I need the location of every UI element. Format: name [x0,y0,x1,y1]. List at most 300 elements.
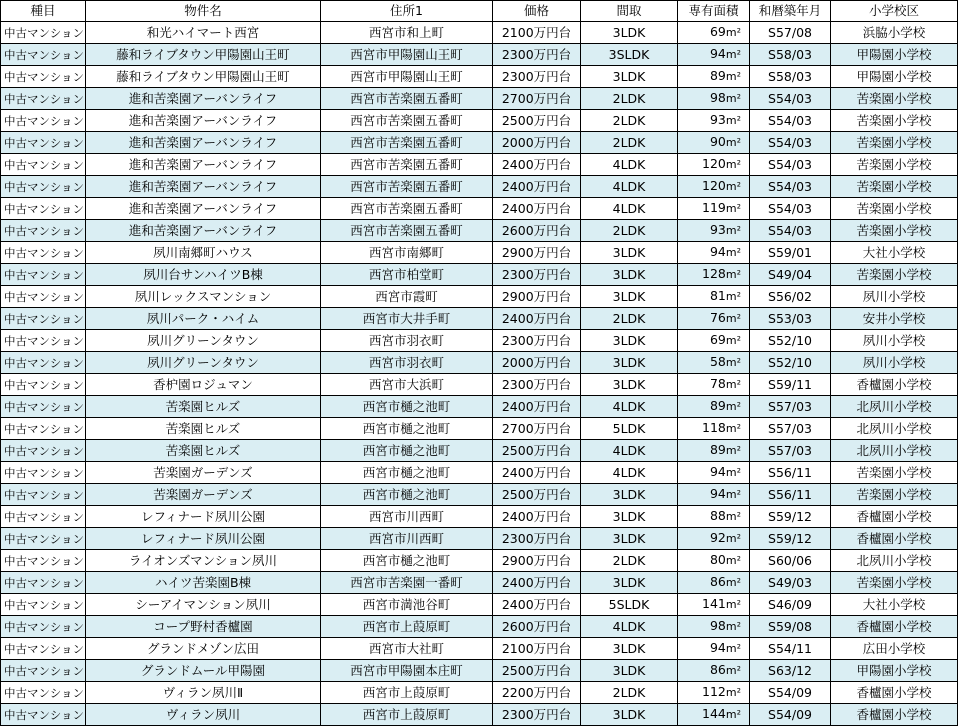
area-value: 94 [709,244,726,259]
cell-type: 中古マンション [1,440,86,462]
cell-area [678,550,750,572]
table-row [1,572,958,594]
table-body [1,22,958,726]
cell-layout: 3LDK [581,660,678,682]
cell-school: 甲陽園小学校 [831,66,958,88]
cell-built: S52/10 [750,330,831,352]
cell-layout: 3LDK [581,638,678,660]
cell-price: 2500万円台 [493,660,581,682]
cell-school: 香櫨園小学校 [831,682,958,704]
cell-price: 2900万円台 [493,286,581,308]
area-unit: m² [725,334,741,347]
cell-school: 安井小学校 [831,308,958,330]
cell-type: 中古マンション [1,132,86,154]
cell-name: 進和苦楽園アーバンライフ [86,110,321,132]
cell-name: 夙川台サンハイツB棟 [86,264,321,286]
area-unit: m² [725,290,741,303]
cell-school: 香櫨園小学校 [831,506,958,528]
cell-price: 2700万円台 [493,88,581,110]
cell-address: 西宮市樋之池町 [321,440,493,462]
table-row [1,396,958,418]
area-value: 93 [709,112,726,127]
cell-layout: 4LDK [581,154,678,176]
cell-type: 中古マンション [1,242,86,264]
cell-address: 西宮市樋之池町 [321,550,493,572]
cell-type: 中古マンション [1,660,86,682]
table-row [1,462,958,484]
table-row [1,198,958,220]
cell-address: 西宮市苦楽園五番町 [321,132,493,154]
table-row [1,352,958,374]
cell-area [678,616,750,638]
table-row [1,132,958,154]
cell-area [678,396,750,418]
table-row [1,88,958,110]
header-school: 小学校区 [831,1,958,22]
cell-layout: 3LDK [581,572,678,594]
cell-layout: 3LDK [581,352,678,374]
cell-name: ライオンズマンション夙川 [86,550,321,572]
cell-area [678,308,750,330]
cell-address: 西宮市樋之池町 [321,396,493,418]
cell-address: 西宮市上葭原町 [321,704,493,726]
cell-name: 夙川南郷町ハウス [86,242,321,264]
cell-built: S54/09 [750,682,831,704]
area-value: 93 [709,222,726,237]
cell-address: 西宮市柏堂町 [321,264,493,286]
cell-type: 中古マンション [1,110,86,132]
cell-address: 西宮市苦楽園五番町 [321,154,493,176]
table-row [1,506,958,528]
area-value: 112 [702,684,726,699]
cell-type: 中古マンション [1,638,86,660]
cell-type: 中古マンション [1,528,86,550]
cell-built: S60/06 [750,550,831,572]
cell-name: ヴィラン夙川Ⅱ [86,682,321,704]
cell-area [678,352,750,374]
table-row [1,616,958,638]
cell-area [678,220,750,242]
cell-price: 2700万円台 [493,418,581,440]
cell-address: 西宮市大浜町 [321,374,493,396]
cell-address: 西宮市満池谷町 [321,594,493,616]
cell-price: 2100万円台 [493,638,581,660]
table-row [1,176,958,198]
cell-name: グランドムール甲陽園 [86,660,321,682]
cell-layout: 4LDK [581,396,678,418]
cell-type: 中古マンション [1,572,86,594]
cell-school: 苦楽園小学校 [831,264,958,286]
area-value: 69 [709,24,726,39]
cell-type: 中古マンション [1,198,86,220]
cell-built: S57/03 [750,418,831,440]
cell-built: S54/03 [750,154,831,176]
cell-school: 夙川小学校 [831,286,958,308]
area-value: 144 [702,706,726,721]
table-row [1,594,958,616]
cell-name: シーアイマンション夙川 [86,594,321,616]
cell-price: 2300万円台 [493,44,581,66]
area-value: 94 [709,640,726,655]
header-type: 種目 [1,1,86,22]
cell-address: 西宮市苦楽園五番町 [321,88,493,110]
cell-name: 藤和ライブタウン甲陽園山王町 [86,66,321,88]
cell-built: S59/01 [750,242,831,264]
cell-built: S56/11 [750,462,831,484]
cell-area [678,440,750,462]
cell-built: S53/03 [750,308,831,330]
cell-area [678,462,750,484]
area-unit: m² [725,180,741,193]
cell-price: 2000万円台 [493,132,581,154]
area-unit: m² [725,356,741,369]
area-value: 120 [702,156,726,171]
area-unit: m² [725,312,741,325]
area-unit: m² [725,136,741,149]
cell-built: S57/03 [750,396,831,418]
area-value: 76 [709,310,726,325]
cell-area [678,132,750,154]
area-unit: m² [725,708,741,721]
cell-layout: 2LDK [581,132,678,154]
cell-name: 苦楽園ヒルズ [86,396,321,418]
cell-name: レフィナード夙川公園 [86,528,321,550]
cell-area [678,506,750,528]
area-unit: m² [725,576,741,589]
cell-type: 中古マンション [1,286,86,308]
area-value: 118 [702,420,726,435]
cell-type: 中古マンション [1,594,86,616]
cell-school: 北夙川小学校 [831,440,958,462]
cell-price: 2400万円台 [493,154,581,176]
cell-built: S46/09 [750,594,831,616]
area-value: 141 [702,596,726,611]
cell-built: S52/10 [750,352,831,374]
cell-price: 2400万円台 [493,396,581,418]
area-unit: m² [725,466,741,479]
area-value: 89 [709,398,726,413]
area-unit: m² [725,268,741,281]
area-unit: m² [725,202,741,215]
cell-layout: 4LDK [581,440,678,462]
cell-layout: 3LDK [581,374,678,396]
cell-address: 西宮市苦楽園一番町 [321,572,493,594]
cell-type: 中古マンション [1,550,86,572]
area-unit: m² [725,598,741,611]
table-row [1,66,958,88]
area-value: 80 [709,552,726,567]
cell-address: 西宮市甲陽園本庄町 [321,660,493,682]
cell-school: 香櫨園小学校 [831,704,958,726]
cell-school: 北夙川小学校 [831,550,958,572]
cell-school: 香櫨園小学校 [831,528,958,550]
area-unit: m² [725,488,741,501]
cell-built: S57/08 [750,22,831,44]
header-address: 住所1 [321,1,493,22]
area-value: 78 [709,376,726,391]
table-row [1,308,958,330]
area-unit: m² [725,444,741,457]
cell-price: 2500万円台 [493,110,581,132]
cell-area [678,418,750,440]
table-row [1,418,958,440]
cell-school: 苦楽園小学校 [831,110,958,132]
cell-address: 西宮市和上町 [321,22,493,44]
area-unit: m² [725,114,741,127]
cell-built: S49/03 [750,572,831,594]
cell-area [678,374,750,396]
cell-area [678,528,750,550]
cell-address: 西宮市苦楽園五番町 [321,110,493,132]
cell-name: 進和苦楽園アーバンライフ [86,176,321,198]
cell-address: 西宮市大井手町 [321,308,493,330]
cell-price: 2300万円台 [493,66,581,88]
cell-built: S54/11 [750,638,831,660]
cell-layout: 5SLDK [581,594,678,616]
cell-name: 苦楽園ヒルズ [86,440,321,462]
cell-type: 中古マンション [1,220,86,242]
cell-school: 甲陽園小学校 [831,44,958,66]
cell-built: S49/04 [750,264,831,286]
cell-school: 苦楽園小学校 [831,154,958,176]
cell-layout: 2LDK [581,550,678,572]
cell-address: 西宮市川西町 [321,506,493,528]
cell-layout: 3SLDK [581,44,678,66]
area-unit: m² [725,642,741,655]
cell-built: S63/12 [750,660,831,682]
cell-school: 苦楽園小学校 [831,484,958,506]
cell-price: 2300万円台 [493,528,581,550]
cell-school: 甲陽園小学校 [831,660,958,682]
cell-name: グランドメゾン広田 [86,638,321,660]
cell-name: ハイツ苦楽園B棟 [86,572,321,594]
cell-area [678,110,750,132]
cell-layout: 2LDK [581,110,678,132]
header-layout: 間取 [581,1,678,22]
cell-area [678,704,750,726]
cell-name: 藤和ライブタウン甲陽園山王町 [86,44,321,66]
cell-price: 2900万円台 [493,550,581,572]
cell-layout: 3LDK [581,22,678,44]
area-value: 119 [702,200,726,215]
cell-type: 中古マンション [1,66,86,88]
cell-built: S58/03 [750,66,831,88]
cell-layout: 4LDK [581,198,678,220]
cell-type: 中古マンション [1,616,86,638]
cell-area [678,682,750,704]
cell-name: レフィナード夙川公園 [86,506,321,528]
cell-area [678,154,750,176]
cell-address: 西宮市川西町 [321,528,493,550]
cell-type: 中古マンション [1,484,86,506]
table-row [1,550,958,572]
cell-school: 大社小学校 [831,242,958,264]
header-price: 価格 [493,1,581,22]
cell-school: 夙川小学校 [831,352,958,374]
cell-name: 苦楽園ガーデンズ [86,484,321,506]
cell-type: 中古マンション [1,308,86,330]
area-value: 92 [709,530,726,545]
cell-type: 中古マンション [1,418,86,440]
cell-price: 2400万円台 [493,198,581,220]
cell-name: 進和苦楽園アーバンライフ [86,198,321,220]
area-value: 58 [709,354,726,369]
cell-name: 進和苦楽園アーバンライフ [86,220,321,242]
cell-address: 西宮市上葭原町 [321,616,493,638]
cell-layout: 3LDK [581,264,678,286]
table-row [1,484,958,506]
cell-area [678,44,750,66]
cell-built: S57/03 [750,440,831,462]
cell-layout: 2LDK [581,308,678,330]
cell-layout: 3LDK [581,484,678,506]
cell-layout: 2LDK [581,88,678,110]
cell-school: 広田小学校 [831,638,958,660]
cell-type: 中古マンション [1,176,86,198]
area-value: 81 [709,288,726,303]
cell-price: 2400万円台 [493,572,581,594]
table-row [1,264,958,286]
cell-area [678,660,750,682]
cell-school: 北夙川小学校 [831,396,958,418]
cell-address: 西宮市大社町 [321,638,493,660]
cell-built: S54/03 [750,110,831,132]
cell-school: 苦楽園小学校 [831,132,958,154]
cell-school: 大社小学校 [831,594,958,616]
cell-built: S56/02 [750,286,831,308]
cell-price: 2300万円台 [493,330,581,352]
cell-address: 西宮市甲陽園山王町 [321,66,493,88]
cell-address: 西宮市苦楽園五番町 [321,220,493,242]
table-row [1,682,958,704]
table-row [1,110,958,132]
header-built: 和暦築年月 [750,1,831,22]
cell-built: S54/03 [750,88,831,110]
area-unit: m² [725,400,741,413]
cell-school: 香櫨園小学校 [831,374,958,396]
cell-layout: 4LDK [581,616,678,638]
cell-name: 夙川グリーンタウン [86,352,321,374]
cell-school: 苦楽園小学校 [831,198,958,220]
cell-layout: 3LDK [581,330,678,352]
cell-type: 中古マンション [1,264,86,286]
table-row [1,154,958,176]
area-value: 94 [709,486,726,501]
table-row [1,660,958,682]
table-row [1,220,958,242]
area-unit: m² [725,48,741,61]
cell-address: 西宮市南郷町 [321,242,493,264]
cell-built: S59/12 [750,506,831,528]
area-value: 90 [709,134,726,149]
cell-school: 苦楽園小学校 [831,572,958,594]
cell-type: 中古マンション [1,374,86,396]
cell-price: 2500万円台 [493,484,581,506]
cell-layout: 3LDK [581,528,678,550]
cell-price: 2200万円台 [493,682,581,704]
cell-price: 2400万円台 [493,176,581,198]
cell-layout: 2LDK [581,682,678,704]
table-row [1,286,958,308]
cell-school: 苦楽園小学校 [831,220,958,242]
area-value: 69 [709,332,726,347]
table-row [1,704,958,726]
cell-price: 2400万円台 [493,506,581,528]
area-value: 120 [702,178,726,193]
cell-name: 進和苦楽園アーバンライフ [86,88,321,110]
cell-type: 中古マンション [1,88,86,110]
cell-price: 2400万円台 [493,308,581,330]
cell-address: 西宮市樋之池町 [321,462,493,484]
cell-layout: 3LDK [581,704,678,726]
cell-built: S59/12 [750,528,831,550]
table-row [1,22,958,44]
cell-price: 2400万円台 [493,462,581,484]
area-value: 88 [709,508,726,523]
cell-built: S59/11 [750,374,831,396]
cell-type: 中古マンション [1,352,86,374]
cell-layout: 3LDK [581,242,678,264]
cell-built: S54/03 [750,176,831,198]
cell-name: 苦楽園ガーデンズ [86,462,321,484]
cell-price: 2300万円台 [493,704,581,726]
cell-address: 西宮市上葭原町 [321,682,493,704]
cell-name: 苦楽園ヒルズ [86,418,321,440]
cell-price: 2400万円台 [493,594,581,616]
cell-school: 北夙川小学校 [831,418,958,440]
cell-area [678,572,750,594]
area-value: 94 [709,46,726,61]
header-name: 物件名 [86,1,321,22]
cell-price: 2100万円台 [493,22,581,44]
cell-name: 夙川パーク・ハイム [86,308,321,330]
area-value: 94 [709,464,726,479]
cell-school: 苦楽園小学校 [831,462,958,484]
cell-area [678,242,750,264]
cell-address: 西宮市甲陽園山王町 [321,44,493,66]
area-unit: m² [725,422,741,435]
cell-built: S59/08 [750,616,831,638]
area-unit: m² [725,664,741,677]
header-row [1,1,958,22]
table-row [1,528,958,550]
cell-school: 香櫨園小学校 [831,616,958,638]
cell-price: 2500万円台 [493,440,581,462]
cell-name: 和光ハイマート西宮 [86,22,321,44]
cell-address: 西宮市羽衣町 [321,330,493,352]
cell-area [678,66,750,88]
cell-area [678,286,750,308]
cell-area [678,198,750,220]
area-unit: m² [725,246,741,259]
cell-type: 中古マンション [1,682,86,704]
table-row [1,242,958,264]
cell-built: S58/03 [750,44,831,66]
cell-name: 進和苦楽園アーバンライフ [86,132,321,154]
table-row [1,374,958,396]
cell-layout: 3LDK [581,66,678,88]
cell-school: 夙川小学校 [831,330,958,352]
cell-area [678,484,750,506]
cell-built: S54/03 [750,220,831,242]
area-value: 128 [702,266,726,281]
area-unit: m² [725,554,741,567]
cell-built: S56/11 [750,484,831,506]
cell-name: ヴィラン夙川 [86,704,321,726]
cell-layout: 3LDK [581,506,678,528]
area-unit: m² [725,510,741,523]
header-area: 専有面積 [678,1,750,22]
